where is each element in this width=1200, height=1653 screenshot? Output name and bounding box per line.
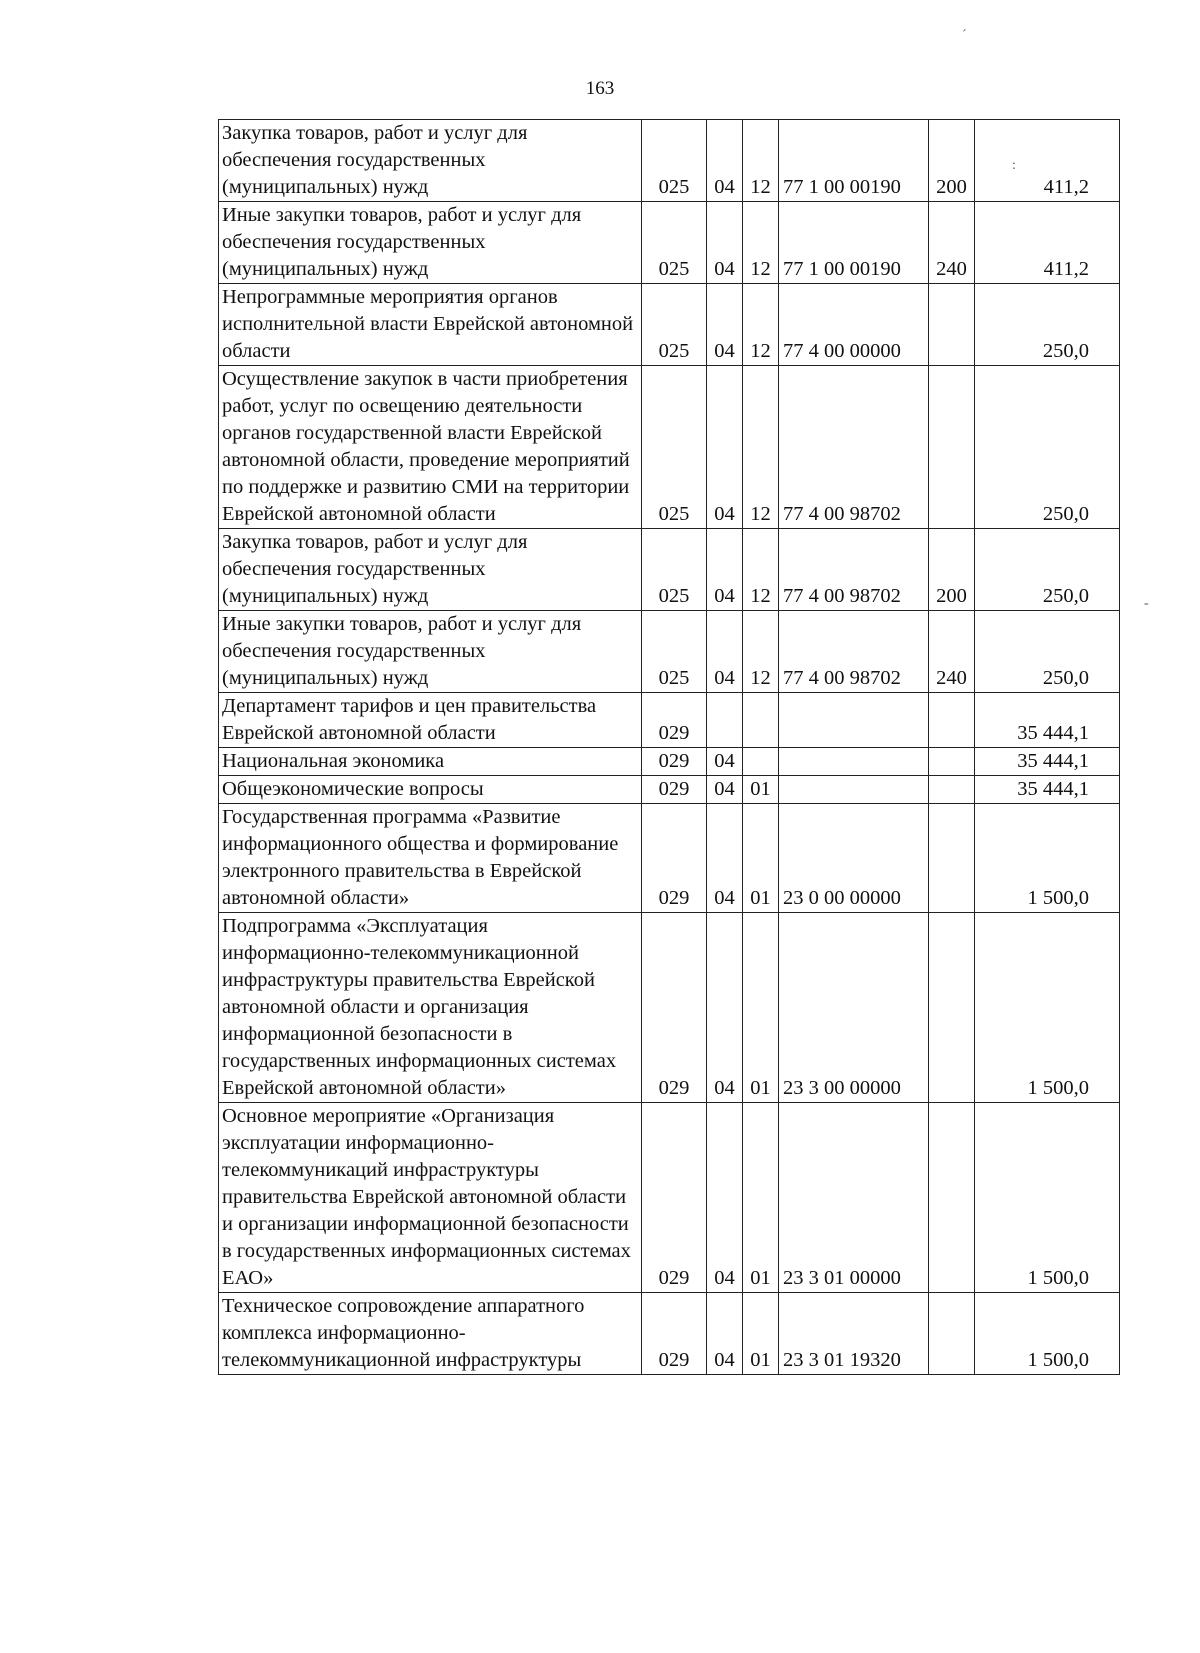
subsection-code: 01 <box>743 913 779 1103</box>
subsection-code: 12 <box>743 120 779 202</box>
table-row <box>219 1293 1120 1375</box>
target-article <box>779 748 929 776</box>
subsection-code: 12 <box>743 366 779 529</box>
expense-type <box>929 284 975 366</box>
ministry-code: 025 <box>642 529 707 611</box>
amount: 1 500,0 <box>975 1103 1120 1293</box>
table-row <box>219 776 1120 804</box>
table-row <box>219 748 1120 776</box>
budget-table <box>218 119 1120 1375</box>
row-name: Основное мероприятие «Организация эксплуатации информационно-телекоммуникаций инфраструктуры правительства Еврейской автономной области и организации информационной безопасности в государственных информационных системах ЕАО» <box>219 1103 642 1293</box>
amount: 1 500,0 <box>975 1293 1120 1375</box>
ministry-code: 025 <box>642 611 707 693</box>
subsection-code: 01 <box>743 804 779 913</box>
subsection-code <box>743 748 779 776</box>
subsection-code: 12 <box>743 529 779 611</box>
table-row <box>219 120 1120 202</box>
expense-type <box>929 366 975 529</box>
ministry-code: 025 <box>642 202 707 284</box>
section-code: 04 <box>707 1103 743 1293</box>
subsection-code: 12 <box>743 611 779 693</box>
subsection-code: 12 <box>743 284 779 366</box>
row-name: Осуществление закупок в части приобретения работ, услуг по освещению деятельности органов государственной власти Еврейской автономной области, проведение мероприятий по поддержке и развитию СМИ на территории Еврейской автономной области <box>219 366 642 529</box>
section-code: 04 <box>707 202 743 284</box>
table-row <box>219 529 1120 611</box>
table-row <box>219 284 1120 366</box>
ministry-code: 029 <box>642 804 707 913</box>
section-code: 04 <box>707 284 743 366</box>
row-name: Подпрограмма «Эксплуатация информационно-телекоммуникационной инфраструктуры правительства Еврейской автономной области и организация информационной безопасности в государственных информационных системах Еврейской автономной области» <box>219 913 642 1103</box>
expense-type <box>929 693 975 748</box>
subsection-code: 01 <box>743 1103 779 1293</box>
expense-type <box>929 913 975 1103</box>
target-article: 23 0 00 00000 <box>779 804 929 913</box>
expense-type: 240 <box>929 611 975 693</box>
row-name: Закупка товаров, работ и услуг для обеспечения государственных (муниципальных) нужд <box>219 529 642 611</box>
expense-type <box>929 748 975 776</box>
expense-type: 200 <box>929 529 975 611</box>
section-code: 04 <box>707 804 743 913</box>
row-name: Национальная экономика <box>219 748 642 776</box>
table-row <box>219 366 1120 529</box>
amount: 250,0 <box>975 366 1120 529</box>
scan-speck: ´ <box>962 28 967 43</box>
ministry-code: 029 <box>642 693 707 748</box>
scan-speck: : <box>1012 158 1016 173</box>
section-code: 04 <box>707 776 743 804</box>
row-name: Непрограммные мероприятия органов исполнительной власти Еврейской автономной области <box>219 284 642 366</box>
expense-type <box>929 804 975 913</box>
target-article: 23 3 01 19320 <box>779 1293 929 1375</box>
section-code <box>707 693 743 748</box>
target-article: 77 4 00 98702 <box>779 366 929 529</box>
target-article: 23 3 00 00000 <box>779 913 929 1103</box>
amount: 250,0 <box>975 284 1120 366</box>
ministry-code: 029 <box>642 1293 707 1375</box>
target-article: 77 4 00 98702 <box>779 611 929 693</box>
target-article <box>779 693 929 748</box>
ministry-code: 029 <box>642 1103 707 1293</box>
page-number: 163 <box>585 78 615 99</box>
section-code: 04 <box>707 529 743 611</box>
row-name: Государственная программа «Развитие информационного общества и формирование электронного правительства в Еврейской автономной области» <box>219 804 642 913</box>
row-name: Иные закупки товаров, работ и услуг для обеспечения государственных (муниципальных) нужд <box>219 611 642 693</box>
amount: 411,2 <box>975 120 1120 202</box>
expense-type <box>929 1103 975 1293</box>
scan-speck: - <box>1144 596 1149 611</box>
section-code: 04 <box>707 120 743 202</box>
amount: 35 444,1 <box>975 776 1120 804</box>
row-name: Техническое сопровождение аппаратного комплекса информационно-телекоммуникационной инфраструктуры <box>219 1293 642 1375</box>
subsection-code: 01 <box>743 1293 779 1375</box>
row-name: Общеэкономические вопросы <box>219 776 642 804</box>
ministry-code: 029 <box>642 748 707 776</box>
ministry-code: 029 <box>642 776 707 804</box>
section-code: 04 <box>707 1293 743 1375</box>
budget-table-body <box>219 120 1120 1375</box>
table-row <box>219 913 1120 1103</box>
amount: 250,0 <box>975 529 1120 611</box>
amount: 1 500,0 <box>975 913 1120 1103</box>
target-article: 77 4 00 98702 <box>779 529 929 611</box>
ministry-code: 025 <box>642 284 707 366</box>
table-row <box>219 202 1120 284</box>
ministry-code: 025 <box>642 120 707 202</box>
expense-type: 200 <box>929 120 975 202</box>
expense-type <box>929 1293 975 1375</box>
target-article: 77 1 00 00190 <box>779 120 929 202</box>
subsection-code <box>743 693 779 748</box>
ministry-code: 025 <box>642 366 707 529</box>
amount: 1 500,0 <box>975 804 1120 913</box>
section-code: 04 <box>707 748 743 776</box>
expense-type <box>929 776 975 804</box>
subsection-code: 12 <box>743 202 779 284</box>
table-row <box>219 804 1120 913</box>
target-article <box>779 776 929 804</box>
section-code: 04 <box>707 913 743 1103</box>
row-name: Департамент тарифов и цен правительства Еврейской автономной области <box>219 693 642 748</box>
table-row <box>219 693 1120 748</box>
section-code: 04 <box>707 366 743 529</box>
target-article: 77 1 00 00190 <box>779 202 929 284</box>
subsection-code: 01 <box>743 776 779 804</box>
table-row <box>219 1103 1120 1293</box>
expense-type: 240 <box>929 202 975 284</box>
amount: 35 444,1 <box>975 748 1120 776</box>
amount: 411,2 <box>975 202 1120 284</box>
amount: 250,0 <box>975 611 1120 693</box>
target-article: 77 4 00 00000 <box>779 284 929 366</box>
amount: 35 444,1 <box>975 693 1120 748</box>
section-code: 04 <box>707 611 743 693</box>
ministry-code: 029 <box>642 913 707 1103</box>
row-name: Иные закупки товаров, работ и услуг для обеспечения государственных (муниципальных) нужд <box>219 202 642 284</box>
table-row <box>219 611 1120 693</box>
row-name: Закупка товаров, работ и услуг для обеспечения государственных (муниципальных) нужд <box>219 120 642 202</box>
target-article: 23 3 01 00000 <box>779 1103 929 1293</box>
